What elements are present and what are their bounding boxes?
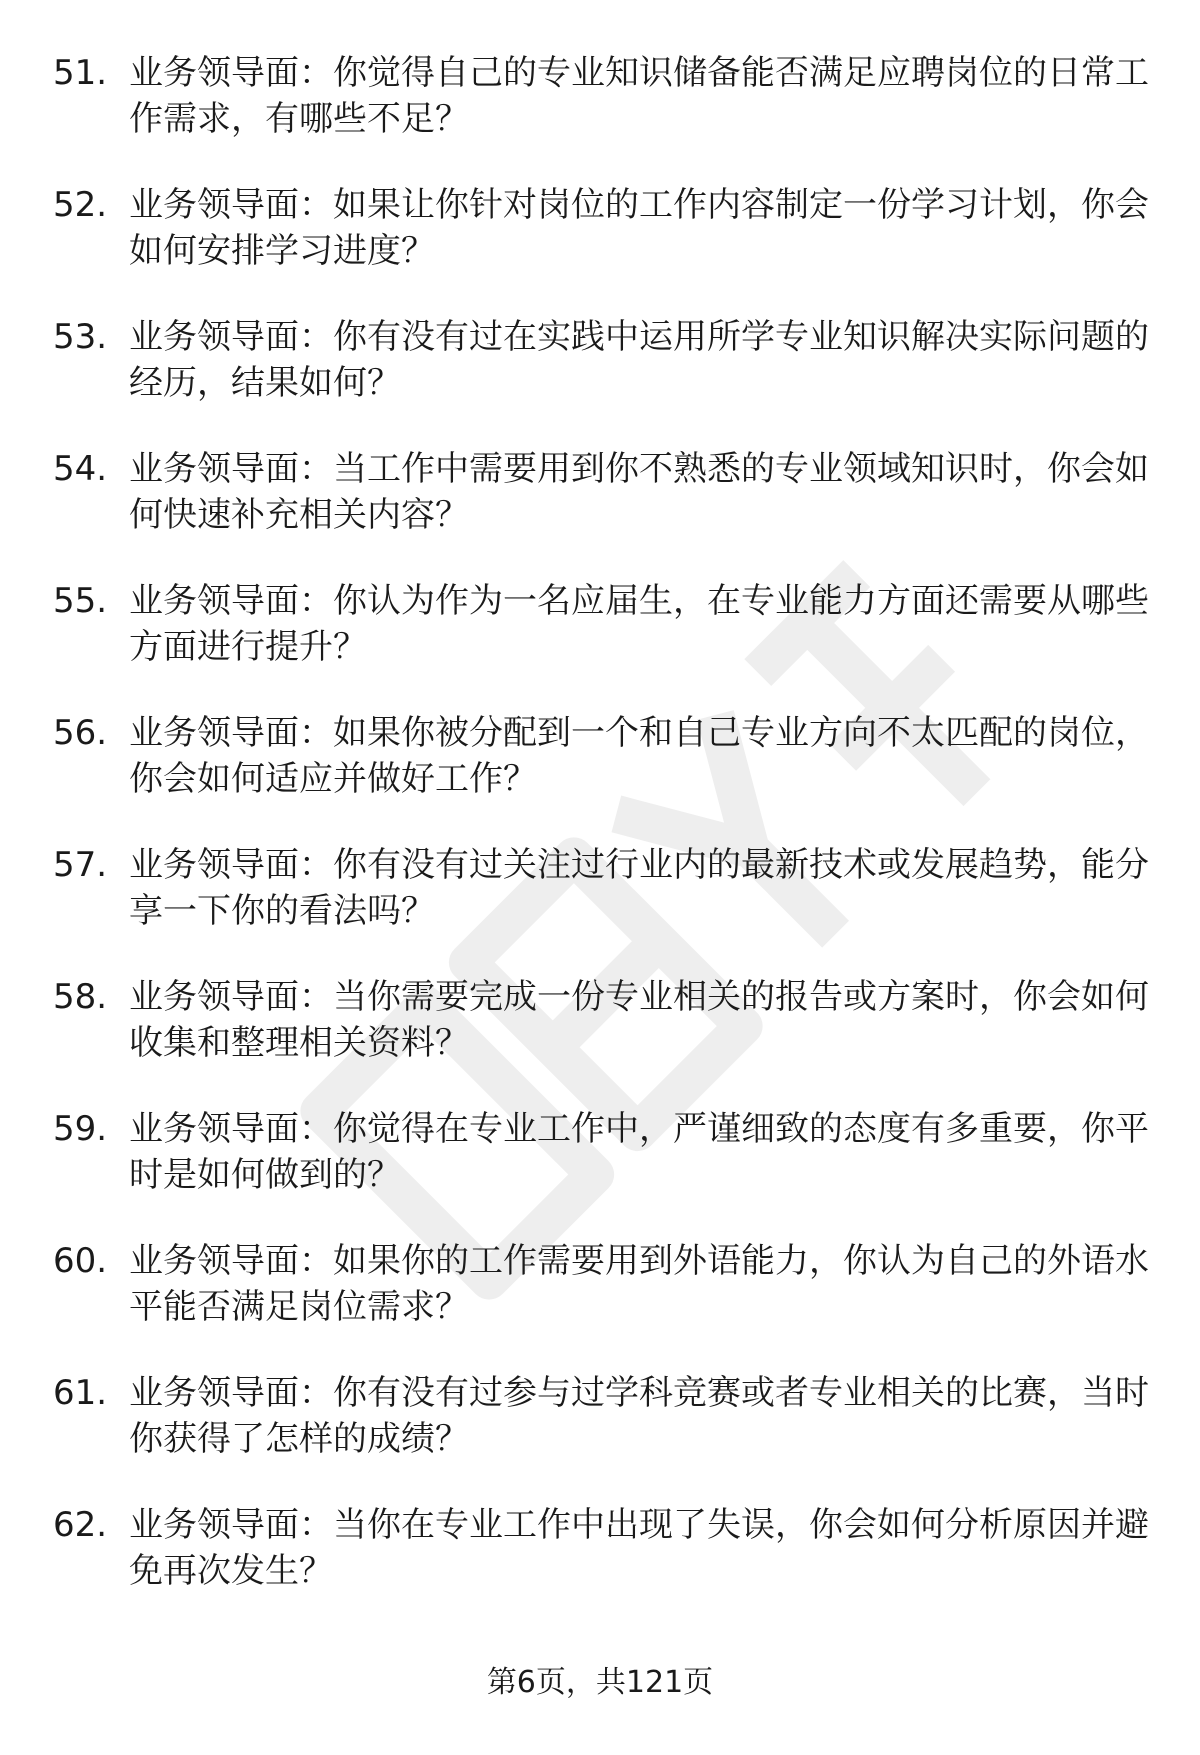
question-number: 55.: [53, 581, 108, 621]
question-text: 业务领导面：当你需要完成一份专业相关的报告或方案时，你会如何收集和整理相关资料？: [129, 977, 1149, 1063]
question-text: 业务领导面：你认为作为一名应届生，在专业能力方面还需要从哪些方面进行提升？: [129, 581, 1149, 667]
question-text: 业务领导面：当你在专业工作中出现了失误，你会如何分析原因并避免再次发生？: [129, 1505, 1149, 1591]
list-item: [53, 1370, 1153, 1502]
question-number: 54.: [53, 449, 108, 489]
list-item: [53, 842, 1153, 974]
question-number: 59.: [53, 1109, 108, 1149]
question-text: 业务领导面：你觉得自己的专业知识储备能否满足应聘岗位的日常工作需求，有哪些不足？: [129, 53, 1149, 139]
question-number: 52.: [53, 185, 108, 225]
question-text: 业务领导面：你觉得在专业工作中，严谨细致的态度有多重要，你平时是如何做到的？: [129, 1109, 1149, 1195]
list-item: [53, 50, 1153, 182]
question-number: 53.: [53, 317, 108, 357]
question-number: 58.: [53, 977, 108, 1017]
list-item: [53, 578, 1153, 710]
list-item: [53, 710, 1153, 842]
list-item: [53, 1502, 1153, 1634]
list-item: [53, 1106, 1153, 1238]
question-text: 业务领导面：你有没有过关注过行业内的最新技术或发展趋势，能分享一下你的看法吗？: [129, 845, 1149, 931]
list-item: [53, 974, 1153, 1106]
question-text: 业务领导面：如果让你针对岗位的工作内容制定一份学习计划，你会如何安排学习进度？: [129, 185, 1149, 271]
question-list: [53, 50, 1153, 1634]
question-text: 业务领导面：你有没有过在实践中运用所学专业知识解决实际问题的经历，结果如何？: [129, 317, 1149, 403]
list-item: [53, 446, 1153, 578]
question-text: 业务领导面：如果你被分配到一个和自己专业方向不太匹配的岗位，你会如何适应并做好工作？: [129, 713, 1149, 799]
question-number: 57.: [53, 845, 108, 885]
question-number: 60.: [53, 1241, 108, 1281]
list-item: [53, 314, 1153, 446]
list-item: [53, 182, 1153, 314]
question-text: 业务领导面：你有没有过参与过学科竞赛或者专业相关的比赛，当时你获得了怎样的成绩？: [129, 1373, 1149, 1459]
page-number: 第6页，共121页: [486, 1665, 714, 1700]
question-text: 业务领导面：当工作中需要用到你不熟悉的专业领域知识时，你会如何快速补充相关内容？: [129, 449, 1149, 535]
question-number: 61.: [53, 1373, 108, 1413]
question-number: 51.: [53, 53, 108, 93]
question-number: 62.: [53, 1505, 108, 1545]
question-text: 业务领导面：如果你的工作需要用到外语能力，你认为自己的外语水平能否满足岗位需求？: [129, 1241, 1149, 1327]
list-item: [53, 1238, 1153, 1370]
question-number: 56.: [53, 713, 108, 753]
